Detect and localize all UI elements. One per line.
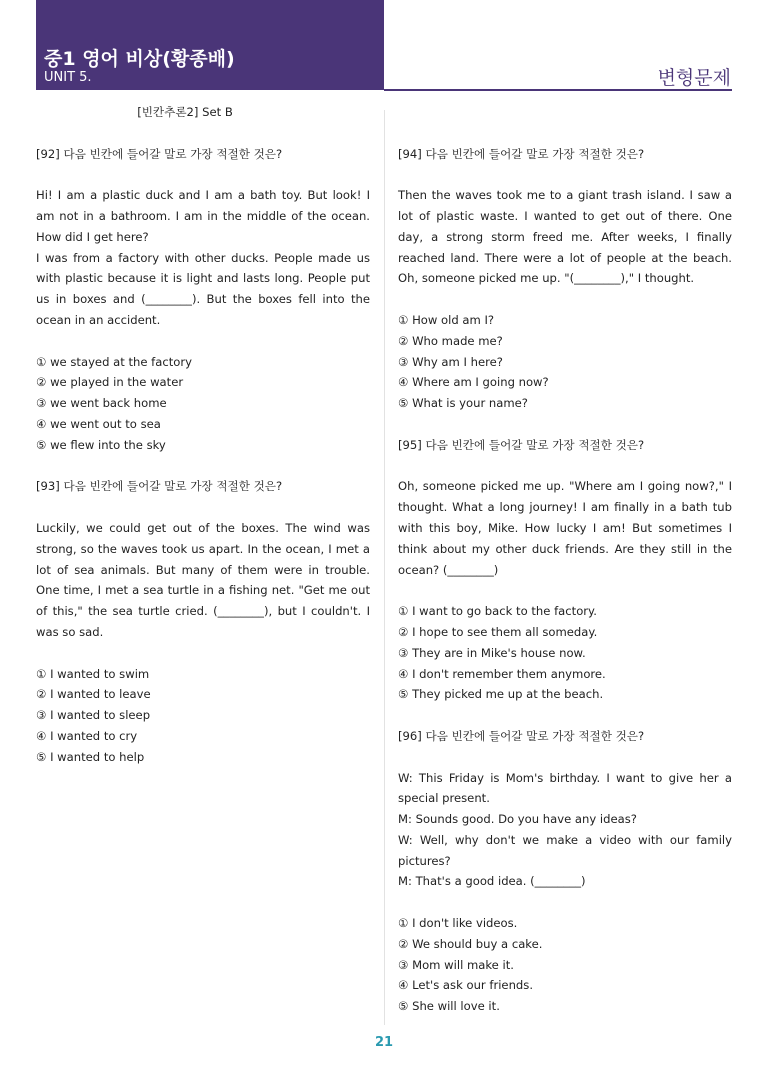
question-96 [398, 726, 732, 1017]
passage-paragraph: Then the waves took me to a giant trash island. I saw a lot of plastic waste. I wanted to get out of there. One day, a strong storm freed me. After weeks, I finally reached land. There were a lot of people at the beach. Oh, someone picked me up. "(________)," I thought. [398, 188, 732, 286]
column-divider [384, 110, 385, 1025]
dialogue-line: M: Sounds good. Do you have any ideas? [398, 812, 637, 827]
question-passage [36, 518, 370, 643]
question-passage [398, 185, 732, 289]
question-passage [398, 768, 732, 893]
answer-option[interactable]: ② I wanted to leave [36, 687, 151, 702]
question-passage [398, 476, 732, 580]
right-column [398, 102, 732, 1017]
question-number: [92] [36, 146, 60, 161]
answer-option[interactable]: ① How old am I? [398, 312, 495, 327]
question-95 [398, 435, 732, 705]
question-prompt: 다음 빈칸에 들어갈 말로 가장 적절한 것은? [63, 479, 283, 494]
question-passage [36, 185, 370, 331]
question-prompt: 다음 빈칸에 들어갈 말로 가장 적절한 것은? [425, 728, 645, 743]
answer-option[interactable]: ② I hope to see them all someday. [398, 624, 598, 639]
left-column [36, 102, 370, 768]
answer-option[interactable]: ③ They are in Mike's house now. [398, 645, 586, 660]
question-header [398, 726, 732, 747]
answer-option[interactable]: ④ Let's ask our friends. [398, 978, 533, 993]
dialogue-line: M: That's a good idea. (________) [398, 874, 586, 889]
section-label: 변형문제 [657, 67, 731, 89]
question-92 [36, 144, 370, 456]
question-93 [36, 476, 370, 767]
answer-option[interactable]: ⑤ They picked me up at the beach. [398, 687, 604, 702]
answer-option[interactable]: ③ Why am I here? [398, 354, 503, 369]
question-prompt: 다음 빈칸에 들어갈 말로 가장 적절한 것은? [425, 437, 645, 452]
answer-option[interactable]: ④ we went out to sea [36, 416, 161, 431]
question-number: [96] [398, 728, 422, 743]
question-header [36, 476, 370, 497]
passage-paragraph: Hi! I am a plastic duck and I am a bath toy. But look! I am not in a bathroom. I am in the middle of the ocean. How did I get here? [36, 188, 370, 244]
answer-option[interactable]: ⑤ What is your name? [398, 396, 528, 411]
answer-option[interactable]: ③ I wanted to sleep [36, 708, 151, 723]
answer-option[interactable]: ① I don't like videos. [398, 916, 518, 931]
unit-label: UNIT 5. [44, 70, 92, 85]
answer-option[interactable]: ④ I don't remember them anymore. [398, 666, 606, 681]
answer-option[interactable]: ① we stayed at the factory [36, 354, 192, 369]
passage-paragraph: Oh, someone picked me up. "Where am I going now?," I thought. What a long journey! I am finally in a bath tub with this boy, Mike. How lucky I am! But sometimes I think about my other duck friends. Are they still in the ocean? (________) [398, 479, 732, 577]
question-prompt: 다음 빈칸에 들어갈 말로 가장 적절한 것은? [425, 146, 645, 161]
question-94 [398, 144, 732, 414]
question-header [36, 144, 370, 165]
answer-option[interactable]: ⑤ we flew into the sky [36, 437, 166, 452]
answer-option[interactable]: ② We should buy a cake. [398, 936, 543, 951]
answer-option[interactable]: ③ we went back home [36, 396, 167, 411]
question-number: [93] [36, 479, 60, 494]
question-header [398, 435, 732, 456]
answer-option[interactable]: ① I wanted to swim [36, 666, 150, 681]
question-number: [94] [398, 146, 422, 161]
answer-option[interactable]: ③ Mom will make it. [398, 957, 514, 972]
dialogue-line: W: This Friday is Mom's birthday. I want to give her a special present. [398, 770, 732, 806]
passage-paragraph: Luckily, we could get out of the boxes. The wind was strong, so the waves took us apart. In the ocean, I met a lot of sea animals. But many of them were in trouble. One time, I met a sea turtle in a fishing net. "Get me out of this," the sea turtle cried. (________), but I couldn't. I was so sad. [36, 520, 370, 639]
passage-paragraph: I was from a factory with other ducks. People made us with plastic because it is light and lasts long. People put us in boxes and (________). But the boxes fell into the ocean in an accident. [36, 250, 370, 327]
answer-option[interactable]: ② Who made me? [398, 333, 503, 348]
answer-option[interactable]: ④ I wanted to cry [36, 728, 138, 743]
question-number: [95] [398, 437, 422, 452]
answer-option[interactable]: ① I want to go back to the factory. [398, 604, 597, 619]
set-title: [빈칸추론2] Set B [137, 105, 233, 119]
page-title: 중1 영어 비상(황종배) [44, 48, 235, 70]
answer-option[interactable]: ⑤ She will love it. [398, 999, 500, 1014]
answer-option[interactable]: ② we played in the water [36, 375, 184, 390]
question-header [398, 144, 732, 165]
page-number: 21 [374, 1035, 394, 1050]
dialogue-line: W: Well, why don't we make a video with our family pictures? [398, 832, 732, 868]
question-prompt: 다음 빈칸에 들어갈 말로 가장 적절한 것은? [63, 146, 283, 161]
answer-option[interactable]: ⑤ I wanted to help [36, 749, 145, 764]
answer-option[interactable]: ④ Where am I going now? [398, 375, 549, 390]
